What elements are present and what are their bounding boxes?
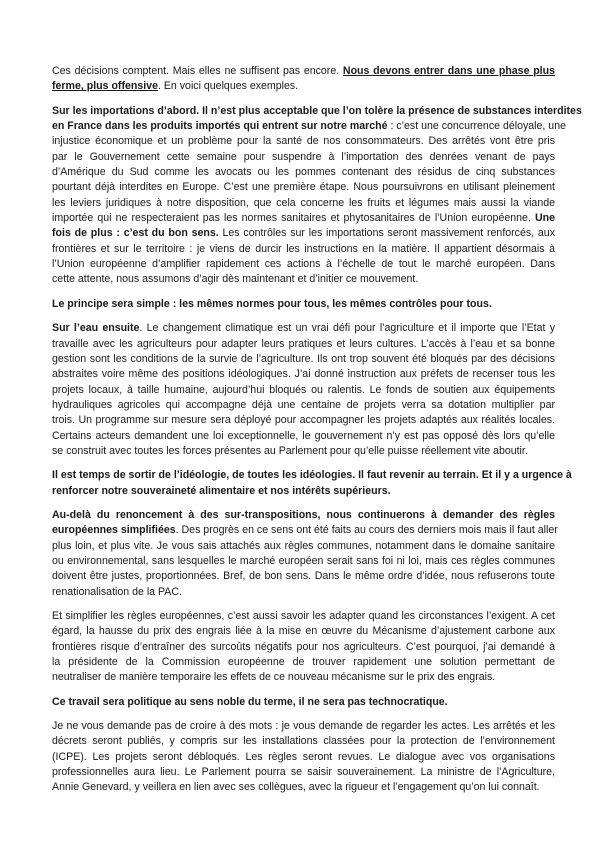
emphasis-run: ferme, plus offensive: [52, 80, 158, 93]
text-line: [52, 79, 555, 94]
text-line: trois. Un programme sur mesure sera déployé pour accompagner les projets adaptés aux réalités locales.: [52, 414, 555, 427]
text-line: [52, 119, 566, 134]
paragraph-acts: [52, 719, 555, 796]
text-line: plus loin, et plus vite. Je vous sais attachés aux règles communes, notamment dans le domaine sanitaire: [52, 539, 555, 552]
text-line: abstraites voire même des positions idéologiques. J’ai donné instruction aux préfets de recenser tous les: [52, 368, 555, 381]
text-line: Il est temps de sortir de l’idéologie, de toutes les idéologies. Il faut revenir au terrain. Et il y a urgence à: [52, 469, 572, 482]
text-line: Je ne vous demande pas de croire à des mots : je vous demande de regarder les actes. Les arrêtés et les: [52, 720, 555, 733]
text-line: par le Gouvernement cette semaine pour suspendre à l’importation des denrées venant de pays: [52, 150, 555, 163]
text-line: Certains acteurs demandent une loi exceptionnelle, le gouvernement n’y est pas opposé dès lors qu’elle: [52, 429, 555, 442]
text-line: [52, 104, 582, 119]
text-line: (ICPE). Les projets seront débloqués. Les règles seront revues. Le dialogue avec vos organisations: [52, 750, 555, 763]
text-line: décrets seront publiés, y compris sur les installations classées pour la protection de l’environnement: [52, 735, 555, 748]
text-line: hydrauliques agricoles qui accompagne déjà une centaine de projets verra sa dotation multiplier par: [52, 398, 555, 411]
text-line: neutraliser de manière temporaire les effets de ce nouveau mécanisme sur le prix des engrais.: [52, 671, 496, 684]
paragraph-principle: [52, 297, 555, 312]
text-run: Les contrôles sur les importations seront massivement renforcés, aux: [218, 227, 555, 240]
text-run: . En voici quelques exemples.: [157, 80, 299, 93]
paragraph-european-rules: [52, 508, 558, 600]
bold-run: Sur les importations d’abord. Il n’est plus acceptable que l’on tolère la présence de substances interdites: [52, 104, 582, 117]
text-line: [52, 321, 555, 336]
text-line: pourtant déjà interdites en Europe. C’est une première étape. Nous poursuivrons en utilisant pleinement: [52, 181, 555, 194]
text-line: [52, 523, 558, 538]
text-line: Ce travail sera politique au sens noble du terme, il ne sera pas technocratique.: [52, 695, 448, 708]
text-line: projets locaux, à taille humaine, aujourd’hui bloqués ou ralentis. Le fonds de soutien aux équipements: [52, 383, 555, 396]
bold-run: fois de plus : c’est du bon sens.: [52, 227, 219, 240]
text-run: : c’est une concurrence déloyale, une: [387, 120, 566, 133]
text-line: frontières et sur le territoire : je viens de durcir les instructions en la matière. Il appartient désormais à: [52, 242, 555, 255]
bold-run: Sur l’eau ensuite: [52, 322, 140, 335]
text-line: Au-delà du renoncement à des sur-transpositions, nous continuerons à demander des règles: [52, 508, 555, 521]
text-line: Et simplifier les règles européennes, c’est aussi savoir les adapter quand les circonstances l’exigent. A cet: [52, 610, 555, 622]
text-line: l’Union européenne d’amplifier rapidement ces actions à l’échelle de tout le marché européen. Dans: [52, 258, 555, 271]
text-line: doivent être justes, proportionnées. Bref, de bon sens. Dans le même ordre d’idée, nous refuserons toute: [52, 570, 555, 583]
paragraph-imports: [52, 104, 582, 288]
text-line: travaille avec les agriculteurs pour adapter leurs pratiques et leurs cultures. L’accès à l’eau et sa bonne: [52, 337, 555, 350]
text-line: d’Amérique du Sud comme les avocats ou les pommes contenant des résidus de cinq substances: [52, 166, 555, 179]
text-line: injustice économique et un problème pour la santé de nos consommateurs. Des arrêtés vont être pris: [52, 135, 555, 148]
document-page: [52, 64, 582, 805]
text-line: renationalisation de la PAC.: [52, 585, 182, 598]
text-run: . Le changement climatique est un vrai défi pour l’agriculture et il importe que l’Etat y: [139, 322, 555, 335]
text-line: professionnelles aura lieu. Le Parlement pourra se saisir souverainement. La ministre de l’Agriculture,: [52, 766, 555, 779]
text-run: . Des progrès en ce sens ont été faits au cours des derniers mois mais il faut aller: [175, 524, 558, 537]
text-line: renforcer notre souveraineté alimentaire et nos intérêts supérieurs.: [52, 484, 391, 497]
text-line: [52, 226, 555, 241]
text-line: frontières risque d’entraîner des surcoûts négatifs pour nos agriculteurs. C’est pourquoi, j’ai demandé à: [52, 640, 555, 653]
bold-run: en France dans les produits importés qui entrent sur notre marché: [52, 120, 388, 133]
text-line: Le principe sera simple : les mêmes normes pour tous, les mêmes contrôles pour tous.: [52, 297, 492, 310]
paragraph-water: [52, 321, 555, 459]
text-line: les leviers juridiques à notre disposition, que cela concerne les fruits et légumes mais aussi la viande: [52, 196, 555, 209]
emphasis-run: Nous devons entrer dans une phase plus: [342, 65, 555, 77]
paragraph-fertilizer: [52, 609, 555, 686]
text-line: la présidente de la Commission européenne de trouver rapidement une solution permettant de: [52, 656, 555, 669]
text-run: Ces décisions comptent. Mais elles ne suffisent pas encore.: [52, 65, 343, 77]
paragraph-political: [52, 695, 555, 710]
text-line: Annie Genevard, y veillera en lien avec ses collègues, avec la rigueur et l’engagement qu’on lui connaît.: [52, 781, 540, 794]
text-line: [52, 64, 555, 79]
text-line: gestion sont les conditions de la survie de l’agriculture. Ils ont trop souvent été bloqués par des décisions: [52, 352, 555, 365]
paragraph-ideology: [52, 468, 572, 499]
text-line: se construit avec toutes les forces présentes au Parlement pour qu’elle puisse réellement vite aboutir.: [52, 444, 528, 457]
text-line: cette attente, nous assumons d’agir dès maintenant et d’initier ce mouvement.: [52, 273, 419, 286]
bold-run: européennes simplifiées: [52, 524, 176, 537]
text-line: ou environnemental, sans lesquelles le marché européen serait sans foi ni loi, mais ces règles communes: [52, 554, 555, 567]
text-line: égard, la hausse du prix des engrais liée à la mise en œuvre du Mécanisme d’ajustement carbone aux: [52, 625, 555, 638]
text-run: importée qui ne respecteraient pas les normes sanitaires et phytosanitaires de l’Union européenne.: [52, 212, 535, 225]
paragraph-intro: [52, 64, 555, 95]
text-line: [52, 211, 555, 226]
bold-run: Une: [534, 212, 555, 225]
